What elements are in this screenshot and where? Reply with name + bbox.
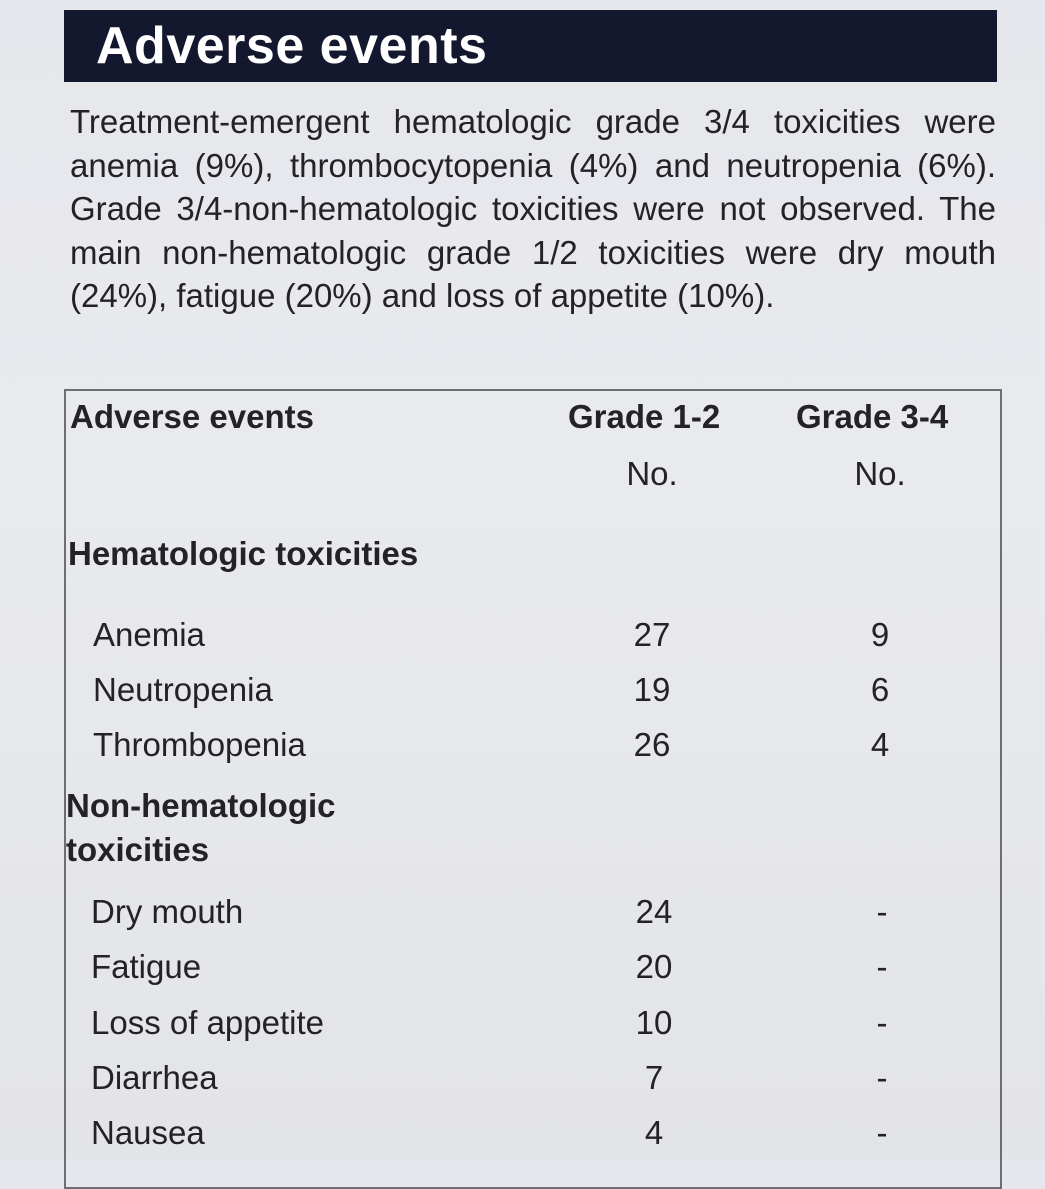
row-grade-1-2: 4: [644, 1114, 664, 1151]
header-grade-1-2: Grade 1-2: [568, 398, 721, 435]
row-grade-1-2: 26: [633, 726, 671, 763]
row-grade-3-4: 9: [870, 616, 890, 653]
row-grade-1-2: 20: [635, 948, 673, 985]
section-hematologic: Hematologic toxicities: [68, 535, 419, 572]
row-name: Anemia: [93, 616, 205, 653]
page-title: Adverse events: [96, 17, 488, 75]
row-grade-1-2: 7: [644, 1059, 664, 1096]
row-grade-1-2: 24: [635, 893, 673, 930]
adverse-events-table: [64, 389, 1002, 1189]
unit-grade-1-2: No.: [626, 455, 678, 492]
row-name: Fatigue: [91, 948, 202, 985]
section-non-hematologic-line1: Non-hematologic: [66, 787, 336, 824]
unit-grade-3-4: No.: [854, 455, 906, 492]
row-grade-3-4: -: [876, 948, 888, 985]
row-grade-3-4: 6: [870, 671, 890, 708]
row-name: Loss of appetite: [91, 1004, 324, 1041]
section-non-hematologic-line2: toxicities: [66, 831, 210, 868]
row-name: Dry mouth: [91, 893, 244, 930]
row-grade-3-4: 4: [870, 726, 890, 763]
row-name: Neutropenia: [93, 671, 273, 708]
row-grade-3-4: -: [876, 893, 888, 930]
row-grade-3-4: -: [876, 1114, 888, 1151]
header-grade-3-4: Grade 3-4: [796, 398, 949, 435]
row-name: Nausea: [91, 1114, 205, 1151]
row-name: Thrombopenia: [93, 726, 306, 763]
title-banner: [64, 10, 997, 82]
row-grade-1-2: 19: [633, 671, 671, 708]
row-grade-1-2: 10: [635, 1004, 673, 1041]
row-grade-3-4: -: [876, 1004, 888, 1041]
header-adverse-events: Adverse events: [70, 398, 314, 435]
row-name: Diarrhea: [91, 1059, 218, 1096]
row-grade-1-2: 27: [633, 616, 671, 653]
intro-paragraph: Treatment-emergent hematologic grade 3/4 toxicities were anemia (9%), thrombocytopenia (4%) and neutropenia (6%). Grade 3/4-non-hematologic toxicities were not observed. The main non-hematologic grade 1/2 toxicities were dry mouth (24%), fatigue (20%) and loss of appetite (10%).: [70, 103, 996, 314]
row-grade-3-4: -: [876, 1059, 888, 1096]
